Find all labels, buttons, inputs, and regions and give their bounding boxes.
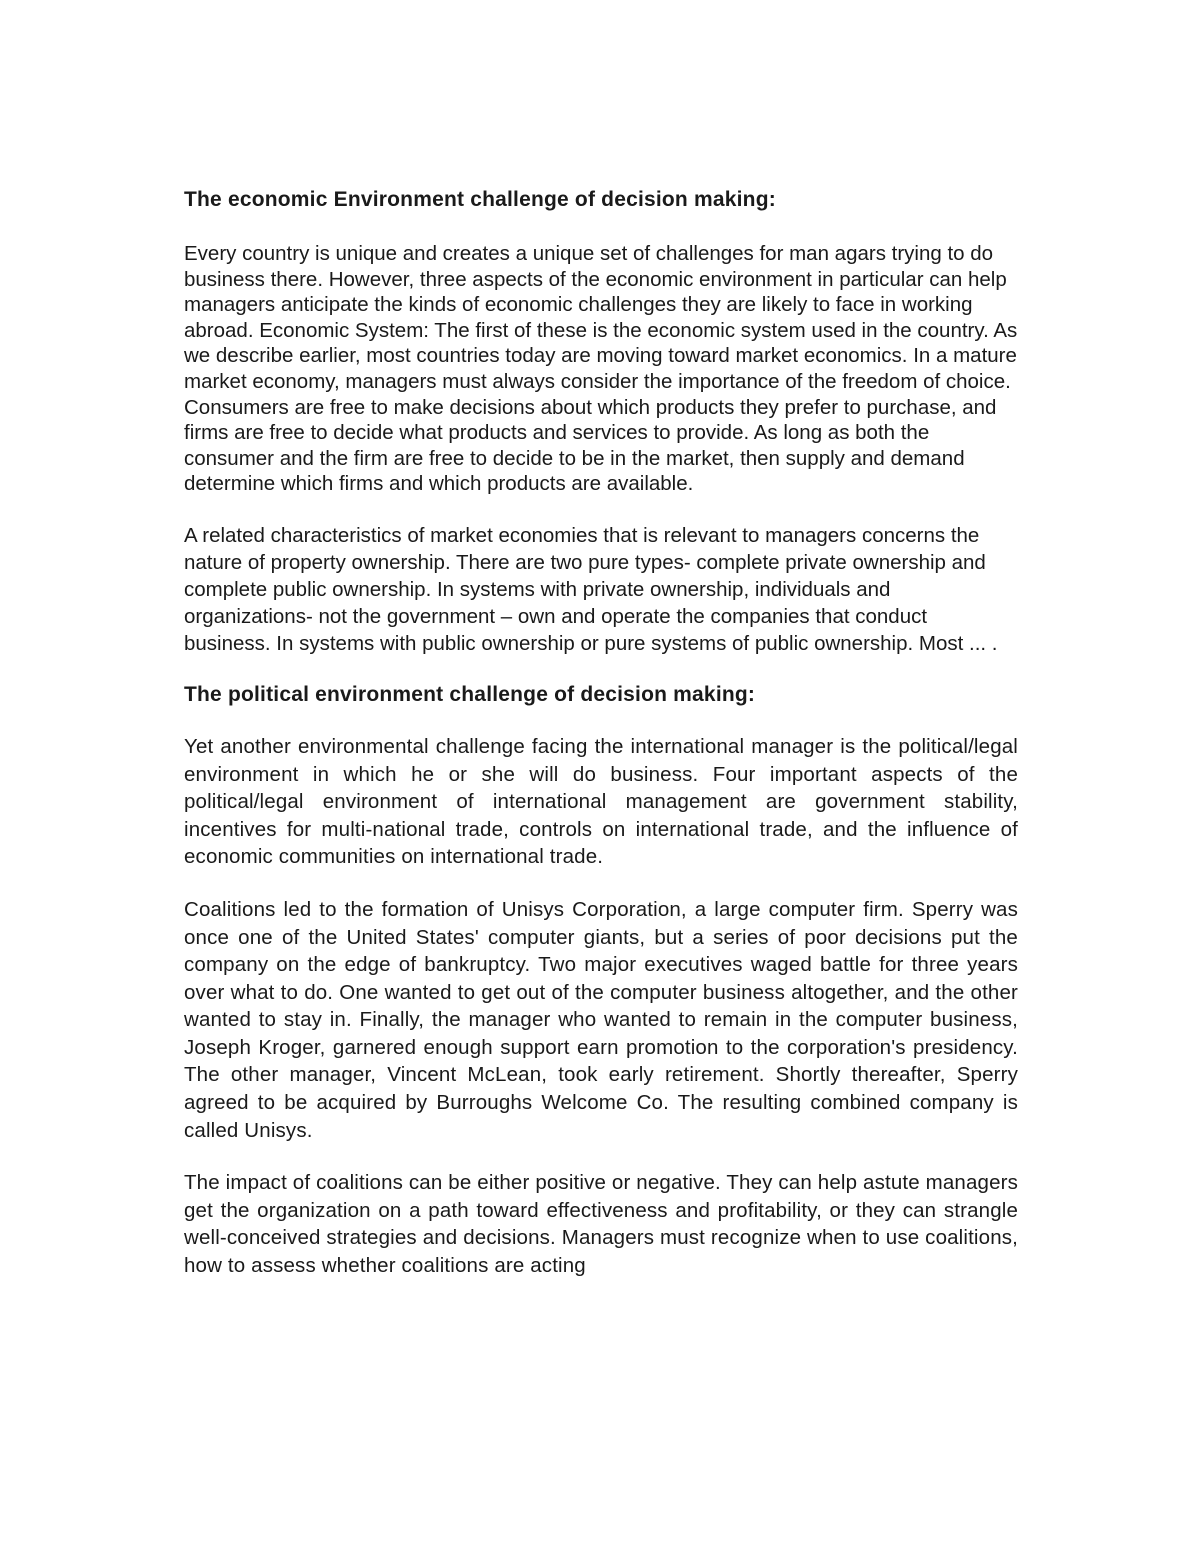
paragraph-political-legal: Yet another environmental challenge facing the international manager is the political/legal environment in which he or she will do business. Four important aspects of the political/legal environment of international management are government stability, incentives for multi-national trade, controls on international trade, and the influence of economic communities on international trade.	[184, 734, 1018, 869]
paragraph-property-ownership: A related characteristics of market economies that is relevant to managers concerns the nature of property ownership. There are two pure types- complete private ownership and complete public ownership. In systems with private ownership, individuals and organizations- not the government – own and operate the companies that conduct business. In systems with public ownership or pure systems of public ownership. Most ... .	[184, 523, 998, 655]
section-heading-political: The political environment challenge of decision making:	[184, 682, 756, 706]
paragraph-economic-system: Every country is unique and creates a unique set of challenges for man agars trying to do business there. However, three aspects of the economic environment in particular can help managers anticipate the kinds of economic challenges they are likely to face in working abroad. Economic System: The first of these is the economic system used in the country. As we describe earlier, most countries today are moving toward market economics. In a mature market economy, managers must always consider the importance of the freedom of choice. Consumers are free to make decisions about which products they prefer to purchase, and firms are free to decide what products and services to provide. As long as both the consumer and the firm are free to decide to be in the market, then supply and demand determine which firms and which products are available.	[184, 242, 1018, 496]
document-body	[184, 186, 1018, 1280]
section-heading-economic: The economic Environment challenge of decision making:	[184, 188, 776, 211]
paragraph-coalitions-unisys: Coalitions led to the formation of Unisys Corporation, a large computer firm. Sperry was once one of the United States' computer giants, but a series of poor decisions put the company on the edge of bankruptcy. Two major executives waged battle for three years over what to do. One wanted to get out of the computer business altogether, and the other wanted to stay in. Finally, the manager who wanted to remain in the computer business, Joseph Kroger, garnered enough support earn promotion to the corporation's presidency. The other manager, Vincent McLean, took early retirement. Shortly thereafter, Sperry agreed to be acquired by Burroughs Welcome Co. The resulting combined company is called Unisys.	[184, 897, 1018, 1142]
paragraph-coalitions-impact: The impact of coalitions can be either positive or negative. They can help astute managers get the organization on a path toward effectiveness and profitability, or they can strangle well-conceived strategies and decisions. Managers must recognize when to use coalitions, how to assess whether coalitions are acting	[184, 1171, 1018, 1278]
